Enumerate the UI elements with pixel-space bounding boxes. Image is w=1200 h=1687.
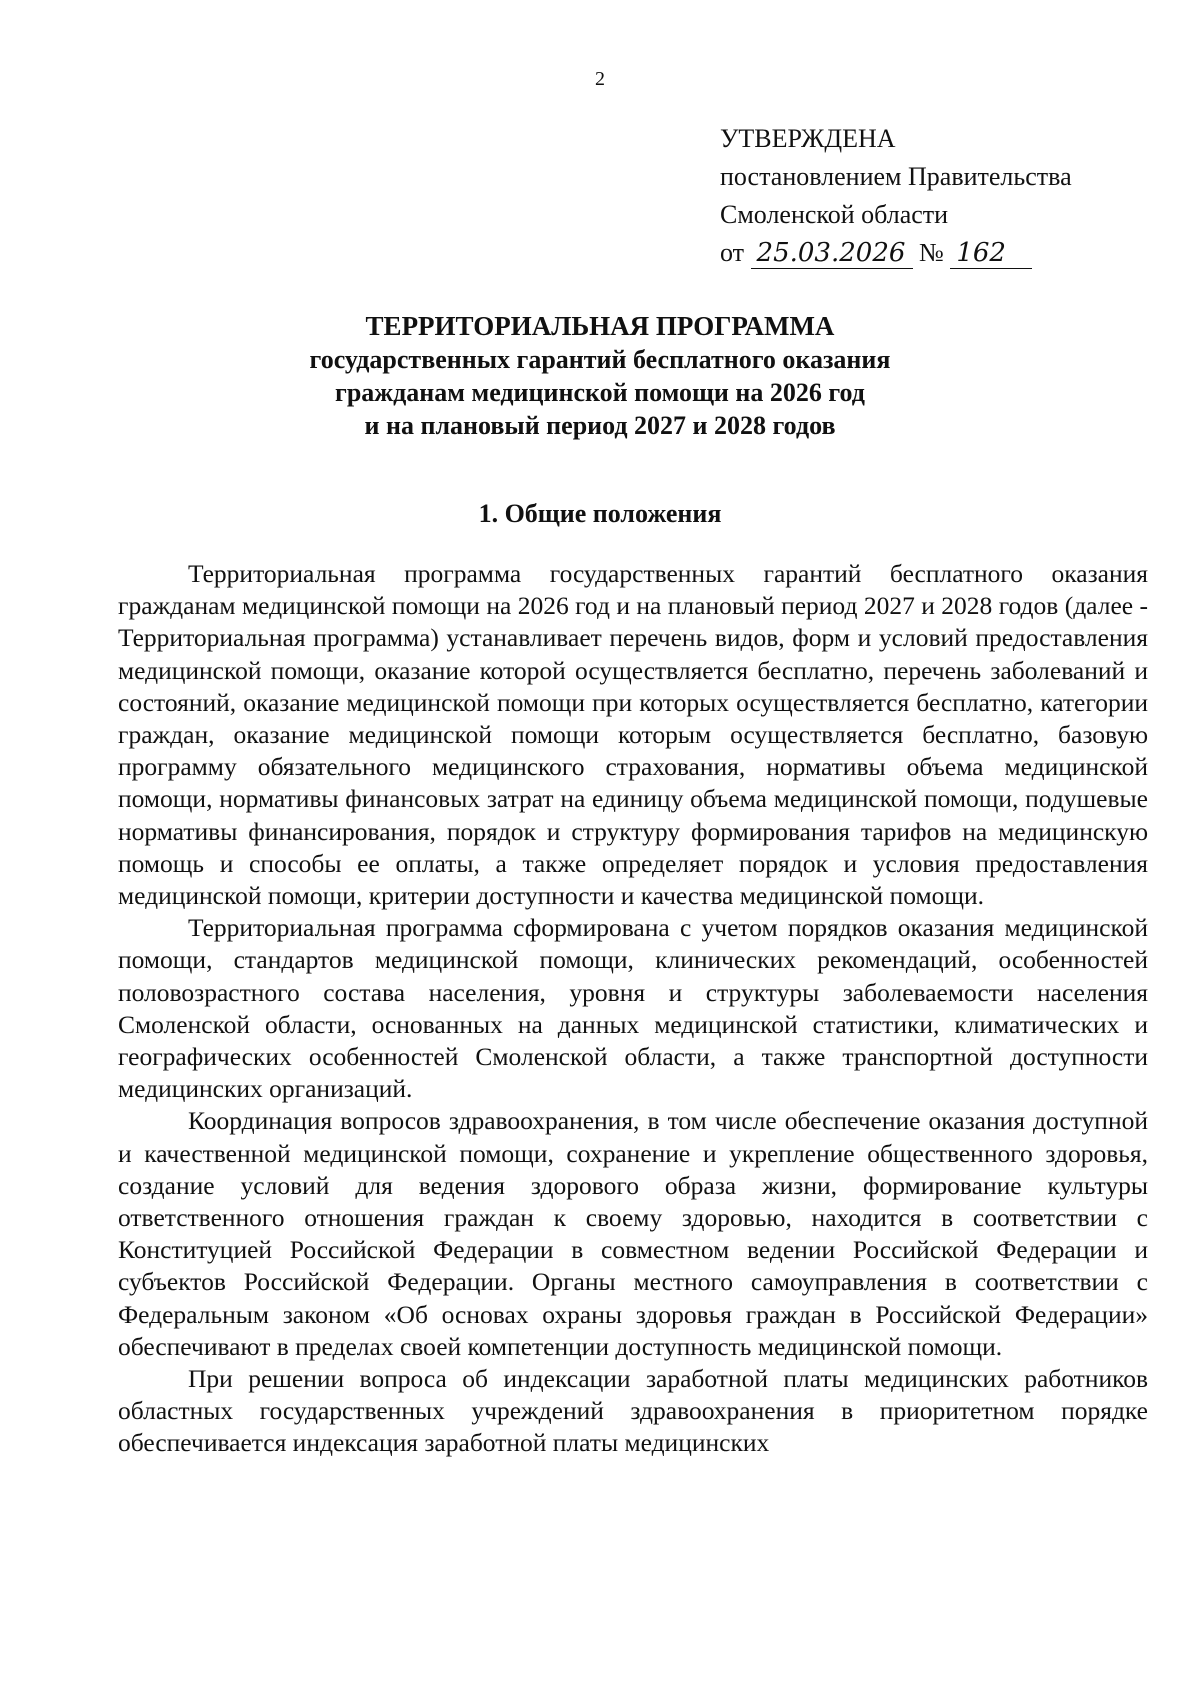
section-heading: 1. Общие положения — [478, 499, 722, 528]
paragraph-1: Территориальная программа государственных гарантий бесплатного оказания гражданам медицинской помощи на 2026 год и на плановый период 2027 и 2028 годов (далее - Территориальная программа) устанавливает перечень видов, форм и условий предоставления медицинской помощи, оказание которой осуществляется бесплатно, перечень заболеваний и состояний, оказание медицинской помощи при которых осуществляется бесплатно, категории граждан, оказание медицинской помощи которым осуществляется бесплатно, базовую программу обязательного медицинского страхования, нормативы объема медицинской помощи, нормативы финансовых затрат на единицу объема медицинской помощи, подушевые нормативы финансирования, порядок и структуру формирования тарифов на медицинскую помощь и способы ее оплаты, а также определяет порядок и условия предоставления медицинской помощи, критерии доступности и качества медицинской помощи. — [118, 559, 1148, 911]
paragraph-2: Территориальная программа сформирована с учетом порядков оказания медицинской помощи, стандартов медицинской помощи, клинических рекомендаций, особенностей половозрастного состава населения, уровня и структуры заболеваемости населения Смоленской области, основанных на данных медицинской статистики, климатических и географических особенностей Смоленской области, а также транспортной доступности медицинских организаций. — [118, 913, 1148, 1104]
number-sign: № — [919, 238, 944, 267]
paragraph-4: При решении вопроса об индексации заработной платы медицинских работников областных государственных учреждений здравоохранения в приоритетном порядке обеспечивается индексация заработной платы медицинских — [118, 1364, 1148, 1458]
title-line-4: и на плановый период 2027 и 2028 годов — [364, 411, 836, 440]
title-line-2: государственных гарантий бесплатного оказания — [309, 345, 891, 374]
handwritten-number: 162 — [950, 238, 1032, 269]
approval-status: УТВЕРЖДЕНА — [720, 124, 896, 153]
document-title — [0, 310, 1200, 442]
paragraph-3: Координация вопросов здравоохранения, в том числе обеспечение оказания доступной и качественной медицинской помощи, сохранение и укрепление общественного здоровья, создание условий для ведения здорового образа жизни, формирование культуры ответственного отношения граждан к своему здоровью, находится в соответствии с Конституцией Российской Федерации в совместном ведении Российской Федерации и субъектов Российской Федерации. Органы местного самоуправления в соответствии с Федеральным законом «Об основах охраны здоровья граждан в Российской Федерации» обеспечивают в пределах своей компетенции доступность медицинской помощи. — [118, 1106, 1148, 1361]
approval-block — [720, 120, 1072, 272]
approval-date-line — [720, 234, 1072, 272]
body-text — [118, 558, 1148, 1460]
title-line-3: гражданам медицинской помощи на 2026 год — [335, 378, 865, 407]
approval-line-3: Смоленской области — [720, 200, 949, 229]
handwritten-date: 25.03.2026 — [751, 238, 913, 269]
page-number: 2 — [595, 68, 605, 90]
date-prefix: от — [720, 238, 745, 267]
title-line-1: ТЕРРИТОРИАЛЬНАЯ ПРОГРАММА — [365, 311, 835, 341]
approval-line-2: постановлением Правительства — [720, 162, 1072, 191]
